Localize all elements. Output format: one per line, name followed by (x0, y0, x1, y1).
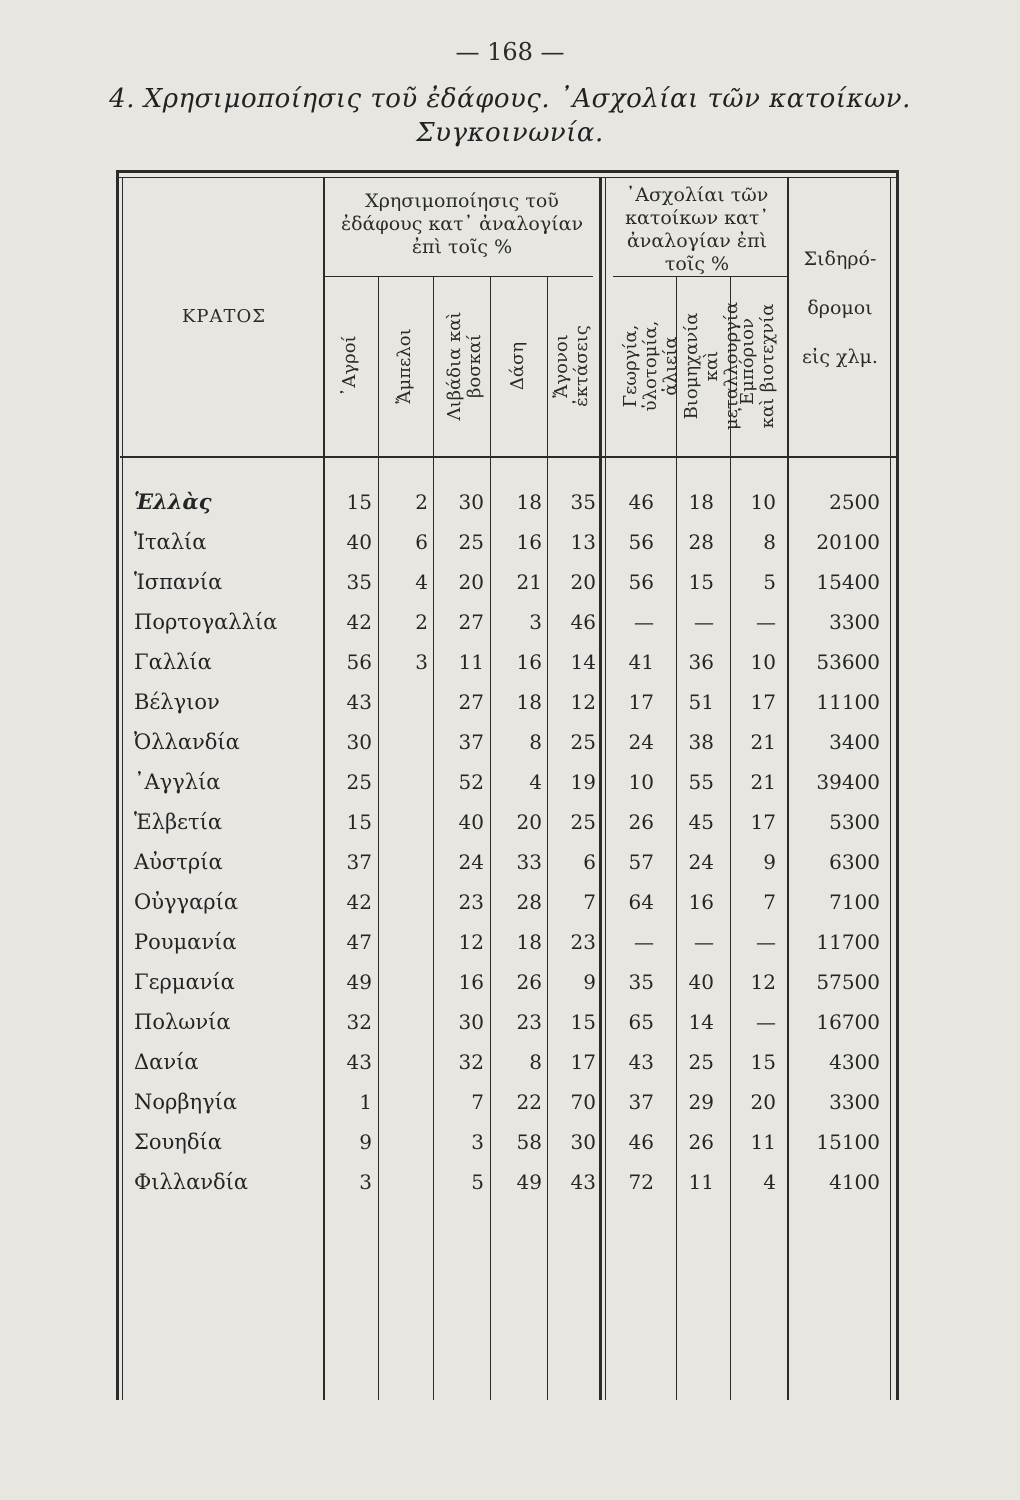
table-row (120, 882, 895, 922)
value-cell: 30 (570, 1130, 596, 1154)
country-name: Ἰταλία (134, 530, 207, 554)
table-row (120, 962, 895, 1002)
value-cell: 39400 (816, 770, 880, 794)
value-cell: 18 (516, 930, 542, 954)
table-top-border-inner (118, 177, 898, 178)
value-cell: 9 (359, 1130, 372, 1154)
value-cell: 70 (570, 1090, 596, 1114)
col-header-vineyards: Ἄμπελοι (394, 328, 415, 404)
header-bottom-border (120, 456, 896, 458)
value-cell: 72 (628, 1170, 654, 1194)
table-row (120, 762, 895, 802)
value-cell: 8 (529, 1050, 542, 1074)
value-cell: 32 (458, 1050, 484, 1074)
value-cell: 17 (570, 1050, 596, 1074)
value-cell: 7100 (829, 890, 880, 914)
occupation-group-rule (613, 276, 788, 277)
value-cell: 30 (458, 1010, 484, 1034)
value-cell: 10 (750, 650, 776, 674)
value-cell: 14 (688, 1010, 714, 1034)
value-cell: 16 (688, 890, 714, 914)
value-cell: 19 (570, 770, 596, 794)
value-cell: 10 (628, 770, 654, 794)
table-row (120, 842, 895, 882)
value-cell: 3 (359, 1170, 372, 1194)
value-cell: 25 (458, 530, 484, 554)
value-cell: — (634, 610, 654, 634)
land-use-group-header: Χρησιμοποίησις τοῦ ἐδάφους κατ᾿ ἀναλογίαν ἐπὶ τοῖς % (340, 190, 584, 258)
railways-header-line1: Σιδηρό- (803, 248, 877, 270)
value-cell: 7 (763, 890, 776, 914)
value-cell: 17 (628, 690, 654, 714)
value-cell: 16 (516, 530, 542, 554)
value-cell: 13 (570, 530, 596, 554)
table-row (120, 1042, 895, 1082)
value-cell: 56 (346, 650, 372, 674)
value-cell: 17 (750, 810, 776, 834)
value-cell: 21 (516, 570, 542, 594)
table-row (120, 682, 895, 722)
country-name: Ἑλβετία (134, 810, 223, 834)
country-name: Ὀλλανδία (134, 730, 240, 754)
value-cell: 53600 (816, 650, 880, 674)
country-name: Πολωνία (134, 1010, 231, 1034)
value-cell: 18 (516, 690, 542, 714)
value-cell: 33 (516, 850, 542, 874)
value-cell: — (756, 1010, 776, 1034)
value-cell: 11700 (816, 930, 880, 954)
country-name: Ἑλλὰς (134, 489, 212, 514)
value-cell: — (694, 930, 714, 954)
value-cell: 6 (415, 530, 428, 554)
value-cell: 3300 (829, 610, 880, 634)
value-cell: — (756, 930, 776, 954)
table-left-border (116, 170, 119, 1400)
country-name: Γαλλία (134, 650, 212, 674)
value-cell: 38 (688, 730, 714, 754)
value-cell: 5 (763, 570, 776, 594)
value-cell: 20 (458, 570, 484, 594)
value-cell: 12 (570, 690, 596, 714)
value-cell: 36 (688, 650, 714, 674)
value-cell: 2500 (829, 490, 880, 514)
value-cell: 30 (458, 490, 484, 514)
value-cell: 15 (750, 1050, 776, 1074)
value-cell: 11 (750, 1130, 776, 1154)
country-name: Ρουμανία (134, 930, 237, 954)
value-cell: 37 (628, 1090, 654, 1114)
value-cell: 15 (688, 570, 714, 594)
value-cell: 28 (516, 890, 542, 914)
value-cell: 21 (750, 730, 776, 754)
value-cell: 4 (763, 1170, 776, 1194)
value-cell: 8 (529, 730, 542, 754)
value-cell: 49 (346, 970, 372, 994)
value-cell: 5 (471, 1170, 484, 1194)
value-cell: 32 (346, 1010, 372, 1034)
table-row (120, 1162, 895, 1202)
value-cell: 35 (570, 490, 596, 514)
country-header: ΚΡΑΤΟΣ (181, 306, 267, 327)
value-cell: 3 (415, 650, 428, 674)
value-cell: 41 (628, 650, 654, 674)
table-right-border (896, 170, 899, 1400)
table-row (120, 722, 895, 762)
value-cell: 42 (346, 890, 372, 914)
value-cell: 6300 (829, 850, 880, 874)
value-cell: 57 (628, 850, 654, 874)
value-cell: 20 (516, 810, 542, 834)
country-name: Πορτογαλλία (134, 610, 278, 634)
table-top-border (118, 170, 898, 173)
col-header-pastures: Λιβάδια καὶ βοσκαί (444, 311, 485, 421)
table-row (120, 522, 895, 562)
value-cell: 20 (750, 1090, 776, 1114)
col-header-commerce: ᾿Εμπόριον καὶ βιοτεχνία (737, 303, 778, 429)
value-cell: 1 (359, 1090, 372, 1114)
value-cell: 11 (458, 650, 484, 674)
value-cell: 15400 (816, 570, 880, 594)
value-cell: 18 (516, 490, 542, 514)
value-cell: 12 (750, 970, 776, 994)
country-name: Ἱσπανία (134, 570, 223, 594)
value-cell: 40 (346, 530, 372, 554)
land-use-group-rule (325, 276, 593, 277)
table-row (120, 922, 895, 962)
value-cell: 29 (688, 1090, 714, 1114)
page-title: 4. Χρησιμοποίησις τοῦ ἐδάφους. ᾿Ασχολίαι τῶν κατοίκων. (109, 84, 911, 114)
value-cell: 6 (583, 850, 596, 874)
value-cell: 30 (346, 730, 372, 754)
value-cell: 43 (628, 1050, 654, 1074)
value-cell: 20100 (816, 530, 880, 554)
value-cell: 24 (688, 850, 714, 874)
value-cell: 27 (458, 610, 484, 634)
value-cell: 3300 (829, 1090, 880, 1114)
table-row (120, 1002, 895, 1042)
value-cell: 51 (688, 690, 714, 714)
value-cell: 16 (516, 650, 542, 674)
table-row (120, 602, 895, 642)
page-subtitle: Συγκοινωνία. (416, 118, 604, 148)
value-cell: 3 (471, 1130, 484, 1154)
value-cell: 2 (415, 610, 428, 634)
value-cell: 4100 (829, 1170, 880, 1194)
country-name: Γερμανία (134, 970, 235, 994)
value-cell: 46 (628, 490, 654, 514)
value-cell: 21 (750, 770, 776, 794)
value-cell: 45 (688, 810, 714, 834)
value-cell: 40 (458, 810, 484, 834)
value-cell: — (634, 930, 654, 954)
railways-header-line2: δρομοι (807, 297, 873, 319)
value-cell: 23 (516, 1010, 542, 1034)
occupations-group-header: ᾿Ασχολίαι τῶν κατοίκων κατ᾿ ἀναλογίαν ἐπὶ τοῖς % (625, 184, 769, 275)
value-cell: 7 (583, 890, 596, 914)
value-cell: 3400 (829, 730, 880, 754)
value-cell: 2 (415, 490, 428, 514)
value-cell: 12 (458, 930, 484, 954)
country-name: Νορβηγία (134, 1090, 238, 1114)
value-cell: 43 (346, 690, 372, 714)
value-cell: 43 (570, 1170, 596, 1194)
value-cell: 24 (458, 850, 484, 874)
country-name: Βέλγιον (134, 690, 220, 714)
country-name: Οὐγγαρία (134, 890, 239, 914)
value-cell: 14 (570, 650, 596, 674)
value-cell: 4 (529, 770, 542, 794)
value-cell: 56 (628, 570, 654, 594)
value-cell: 15 (346, 810, 372, 834)
page-number: — 168 — (455, 38, 565, 66)
value-cell: 18 (688, 490, 714, 514)
value-cell: 17 (750, 690, 776, 714)
value-cell: 55 (688, 770, 714, 794)
value-cell: 9 (763, 850, 776, 874)
value-cell: 25 (570, 810, 596, 834)
value-cell: 26 (628, 810, 654, 834)
table-row (120, 642, 895, 682)
value-cell: 9 (583, 970, 596, 994)
col-header-industry: Βιομηχανία καὶ μεταλλουργία (681, 301, 742, 431)
table-row (120, 1122, 895, 1162)
value-cell: 7 (471, 1090, 484, 1114)
value-cell: 47 (346, 930, 372, 954)
col-header-barren: Ἄγονοι ἐκτάσεις (551, 325, 592, 407)
value-cell: 42 (346, 610, 372, 634)
value-cell: 24 (628, 730, 654, 754)
country-name: Αὐστρία (134, 850, 223, 874)
country-name: Δανία (134, 1050, 199, 1074)
value-cell: 25 (688, 1050, 714, 1074)
value-cell: 11 (688, 1170, 714, 1194)
value-cell: 10 (750, 490, 776, 514)
value-cell: 25 (346, 770, 372, 794)
value-cell: 37 (458, 730, 484, 754)
value-cell: 37 (346, 850, 372, 874)
value-cell: 28 (688, 530, 714, 554)
value-cell: 16700 (816, 1010, 880, 1034)
country-name: Φιλλανδία (134, 1170, 249, 1194)
value-cell: 46 (570, 610, 596, 634)
value-cell: 4300 (829, 1050, 880, 1074)
value-cell: 4 (415, 570, 428, 594)
value-cell: 65 (628, 1010, 654, 1034)
table-row (120, 802, 895, 842)
value-cell: 3 (529, 610, 542, 634)
country-name: ᾿Αγγλία (134, 770, 221, 794)
value-cell: 43 (346, 1050, 372, 1074)
value-cell: 49 (516, 1170, 542, 1194)
value-cell: 15 (570, 1010, 596, 1034)
value-cell: 57500 (816, 970, 880, 994)
col-header-fields: ᾿Αγροί (339, 335, 360, 397)
value-cell: 46 (628, 1130, 654, 1154)
value-cell: 8 (763, 530, 776, 554)
value-cell: 52 (458, 770, 484, 794)
value-cell: 16 (458, 970, 484, 994)
value-cell: — (694, 610, 714, 634)
value-cell: 27 (458, 690, 484, 714)
value-cell: 26 (688, 1130, 714, 1154)
value-cell: 56 (628, 530, 654, 554)
table-row (120, 482, 895, 522)
country-name: Σουηδία (134, 1130, 222, 1154)
value-cell: 23 (570, 930, 596, 954)
value-cell: 20 (570, 570, 596, 594)
col-header-agriculture: Γεωργία, ὑλοτομία, ἁλιεία (620, 320, 681, 412)
table-row (120, 1082, 895, 1122)
value-cell: 26 (516, 970, 542, 994)
railways-header-line3: εἰς χλμ. (802, 346, 878, 368)
value-cell: 11100 (816, 690, 880, 714)
value-cell: 35 (346, 570, 372, 594)
value-cell: 35 (628, 970, 654, 994)
value-cell: 5300 (829, 810, 880, 834)
value-cell: 25 (570, 730, 596, 754)
value-cell: 40 (688, 970, 714, 994)
value-cell: 15 (346, 490, 372, 514)
value-cell: 15100 (816, 1130, 880, 1154)
value-cell: 58 (516, 1130, 542, 1154)
value-cell: 22 (516, 1090, 542, 1114)
value-cell: — (756, 610, 776, 634)
col-header-forests: Δάση (507, 341, 528, 391)
value-cell: 23 (458, 890, 484, 914)
value-cell: 64 (628, 890, 654, 914)
table-row (120, 562, 895, 602)
